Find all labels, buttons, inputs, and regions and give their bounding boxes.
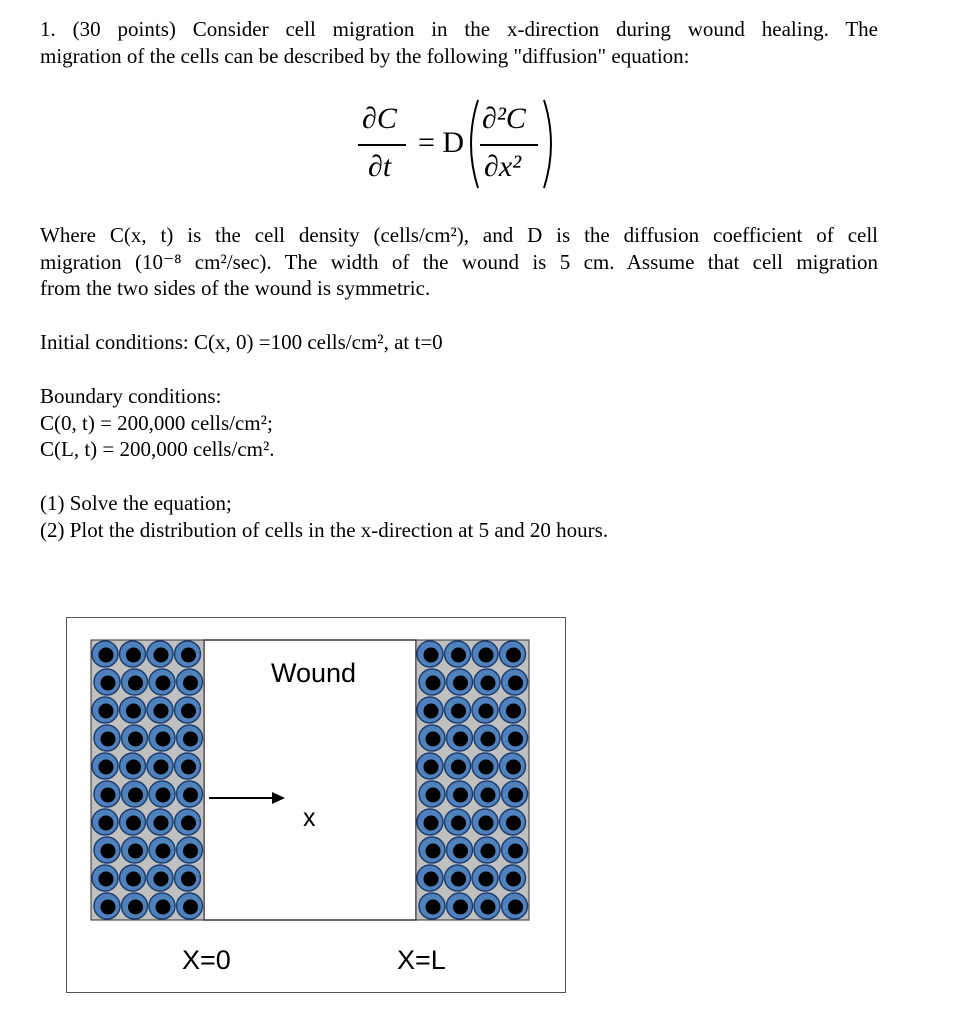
- cell-nucleus: [181, 704, 196, 719]
- cell-nucleus: [128, 732, 143, 747]
- eq-rhs-denominator: ∂x²: [484, 150, 522, 183]
- cell-nucleus: [451, 760, 466, 775]
- cell-nucleus: [508, 788, 523, 803]
- cell-nucleus: [506, 816, 521, 831]
- cell-nucleus: [426, 844, 441, 859]
- cell-nucleus: [181, 872, 196, 887]
- problem-intro: [40, 16, 878, 69]
- cell-nucleus: [453, 788, 468, 803]
- cell-nucleus: [426, 788, 441, 803]
- eq-rhs-numerator: ∂²C: [482, 102, 526, 135]
- wound-figure: [66, 617, 566, 993]
- cell-nucleus: [128, 900, 143, 915]
- initial-line: Initial conditions: C(x, 0) =100 cells/cm², at t=0: [40, 330, 443, 354]
- cell-nucleus: [181, 816, 196, 831]
- cell-nucleus: [453, 844, 468, 859]
- x0-label: X=0: [182, 945, 231, 975]
- cell-nucleus: [126, 816, 141, 831]
- cell-nucleus: [481, 788, 496, 803]
- cell-nucleus: [508, 676, 523, 691]
- boundary-line-2: C(L, t) = 200,000 cells/cm².: [40, 437, 275, 461]
- cell-nucleus: [154, 648, 169, 663]
- cell-nucleus: [156, 900, 171, 915]
- cell-nucleus: [99, 760, 114, 775]
- cell-nucleus: [183, 676, 198, 691]
- cell-nucleus: [99, 816, 114, 831]
- cell-nucleus: [481, 844, 496, 859]
- cell-nucleus: [508, 732, 523, 747]
- cell-nucleus: [508, 844, 523, 859]
- where-line-3: from the two sides of the wound is symmetric.: [40, 276, 431, 300]
- eq-left-paren: [462, 96, 482, 192]
- cell-nucleus: [453, 732, 468, 747]
- boundary-title: Boundary conditions:: [40, 384, 222, 408]
- cell-nucleus: [424, 704, 439, 719]
- cell-nucleus: [156, 676, 171, 691]
- cell-nucleus: [424, 760, 439, 775]
- cell-nucleus: [451, 648, 466, 663]
- cell-nucleus: [479, 760, 494, 775]
- where-line-1: Where C(x, t) is the cell density (cells/cm²), and D is the diffusion coefficient of cell: [40, 223, 878, 247]
- eq-right-paren: [540, 96, 560, 192]
- cell-nucleus: [183, 900, 198, 915]
- eq-lhs-denominator: ∂t: [368, 150, 392, 183]
- cell-nucleus: [426, 732, 441, 747]
- cell-nucleus: [426, 676, 441, 691]
- x-axis-label: x: [303, 804, 316, 832]
- cell-nucleus: [479, 872, 494, 887]
- intro-line-2: migration of the cells can be described by the following "diffusion" equation:: [40, 43, 690, 68]
- diffusion-equation: [350, 96, 570, 196]
- cell-nucleus: [451, 816, 466, 831]
- cell-nucleus: [508, 900, 523, 915]
- cell-nucleus: [154, 872, 169, 887]
- cell-nucleus: [156, 732, 171, 747]
- cell-nucleus: [481, 676, 496, 691]
- boundary-line-1: C(0, t) = 200,000 cells/cm²;: [40, 410, 273, 435]
- xl-label: X=L: [397, 945, 446, 975]
- cell-nucleus: [101, 676, 116, 691]
- cell-nucleus: [451, 704, 466, 719]
- where-paragraph: [40, 222, 878, 302]
- task-1: (1) Solve the equation;: [40, 491, 232, 515]
- cell-nucleus: [99, 872, 114, 887]
- cell-nucleus: [126, 704, 141, 719]
- cell-nucleus: [154, 816, 169, 831]
- initial-conditions: [40, 329, 878, 356]
- cell-nucleus: [101, 788, 116, 803]
- tasks: [40, 490, 878, 543]
- cell-nucleus: [128, 788, 143, 803]
- cell-nucleus: [181, 648, 196, 663]
- eq-lhs-numerator: ∂C: [362, 102, 397, 135]
- task-2: (2) Plot the distribution of cells in the x-direction at 5 and 20 hours.: [40, 517, 609, 542]
- cell-nucleus: [128, 844, 143, 859]
- intro-line-1: 1. (30 points) Consider cell migration in the x-direction during wound healing. The: [40, 17, 878, 41]
- cell-nucleus: [99, 648, 114, 663]
- cell-nucleus: [126, 648, 141, 663]
- cell-nucleus: [506, 872, 521, 887]
- cell-nucleus: [424, 816, 439, 831]
- cell-nucleus: [181, 760, 196, 775]
- cell-nucleus: [453, 900, 468, 915]
- cell-nucleus: [451, 872, 466, 887]
- boundary-conditions: [40, 383, 878, 463]
- cell-nucleus: [453, 676, 468, 691]
- cell-nucleus: [426, 900, 441, 915]
- cell-nucleus: [506, 704, 521, 719]
- cell-nucleus: [154, 760, 169, 775]
- cell-nucleus: [101, 900, 116, 915]
- cell-nucleus: [156, 844, 171, 859]
- cell-nucleus: [183, 788, 198, 803]
- cell-nucleus: [126, 760, 141, 775]
- cell-nucleus: [126, 872, 141, 887]
- cell-nucleus: [479, 816, 494, 831]
- cell-nucleus: [128, 676, 143, 691]
- cell-nucleus: [479, 648, 494, 663]
- cell-nucleus: [101, 732, 116, 747]
- cell-nucleus: [183, 844, 198, 859]
- cell-nucleus: [481, 732, 496, 747]
- cell-nucleus: [183, 732, 198, 747]
- cell-nucleus: [99, 704, 114, 719]
- cell-nucleus: [424, 648, 439, 663]
- eq-equals-d: = D: [418, 126, 465, 159]
- cell-nucleus: [424, 872, 439, 887]
- cell-nucleus: [156, 788, 171, 803]
- cell-nucleus: [154, 704, 169, 719]
- cell-nucleus: [479, 704, 494, 719]
- cell-nucleus: [481, 900, 496, 915]
- cell-nucleus: [506, 648, 521, 663]
- wound-label: Wound: [271, 658, 357, 688]
- where-line-2: migration (10⁻⁸ cm²/sec). The width of the wound is 5 cm. Assume that cell migration: [40, 249, 878, 274]
- cell-nucleus: [101, 844, 116, 859]
- cell-nucleus: [506, 760, 521, 775]
